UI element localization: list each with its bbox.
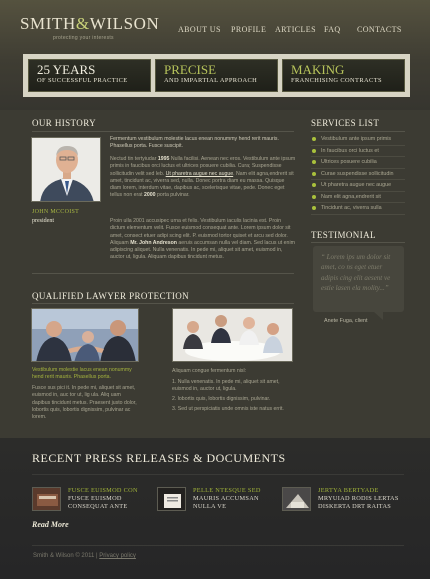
divider (32, 273, 294, 274)
nav-contacts[interactable]: CONTACTS (357, 25, 402, 34)
privacy-policy-link[interactable]: Privacy policy (99, 553, 136, 559)
president-role: president (32, 218, 54, 224)
divider (32, 131, 294, 132)
protection-left-body: Fusce sus pici it. In pede mi, aliquet sit amet, euismod in, auc tor ut, lig ula. Aliq uam dapibus tincidunt metus. Praesent justo dolor, lobortis quis, lobortis dignissim, pulvinar ac lorem. (32, 385, 137, 421)
banner-box-years[interactable] (28, 59, 151, 92)
press-text[interactable]: PELLE NTESQUE SED MAURIS ACCUMSAN NULLA VE (193, 487, 261, 510)
banner-box-precise[interactable] (155, 59, 278, 92)
protection-list (172, 379, 294, 417)
service-item[interactable]: Tincidunt ac, viverra sulla (311, 203, 405, 215)
list-item: 1. Nulla venenatis. In pede mi, aliquet sit amet, euismod in, auctor ut, ligula. (172, 379, 280, 393)
divider (32, 474, 404, 475)
press-thumbnail[interactable] (157, 487, 186, 511)
press-text[interactable]: FUSCE EUISMOD CON FUSCE EUISMOD CONSEQUAT ANTE (68, 487, 138, 510)
testimonial-author: Anete Fuga, client (324, 318, 368, 324)
press-text[interactable]: JERTYA BERTYADE MRYUIAD RODIS LERTAS DISKERTA DRT RAITAS (318, 487, 399, 510)
president-name: JOHN MCCOIST (32, 209, 80, 215)
protection-right-intro: Aliquam congue fermentum nisl: (172, 368, 247, 374)
list-item: 3. Sed ut perspiciatis unde omnis iste natus errit. (172, 406, 284, 413)
banner-precise-small: AND IMPARTIAL APPROACH (164, 77, 258, 84)
testimonial-title: TESTIMONIAL (311, 230, 376, 240)
service-item[interactable]: Nam elit agna,endrerit sit (311, 192, 405, 204)
press-title: RECENT PRESS RELEASES & DOCUMENTS (32, 451, 286, 465)
logo-title[interactable]: SMITH&WILSON (20, 14, 160, 33)
divider (32, 303, 294, 304)
divider (32, 545, 404, 546)
banner-years-small: OF SUCCESSFUL PRACTICE (37, 77, 128, 84)
divider (311, 242, 405, 243)
history-paragraph-2: Proin ulla 2001 accusipec urna et felis. Vestibulum iaculis lacinia est. Proin dictum elementum velit. Fusce euismod consequat ante. Lorem ipsum dolor sit amet, consect etuer adipi scing elit. P. euismod tortor quiset et arcu sed dolor. Aliquam Mr. John Andreson aeruis accumsan nulla vel diam. Sed lacus ut enim adipiscing aliquet. Nulla venenatis. In pede mi, aliquet sit amet, euismod in, auctor ut, ligula. Aliquam dapibus tincidunt metus. (110, 218, 295, 261)
banner-years-big: 25 YEARS (37, 62, 96, 77)
press-thumbnail[interactable] (282, 487, 311, 511)
press-thumbnail[interactable] (32, 487, 61, 511)
nav-faq[interactable]: FAQ (324, 25, 341, 34)
nav-articles[interactable]: ARTICLES (275, 25, 316, 34)
service-item[interactable]: In faucibus orci luctus et (311, 146, 405, 158)
protection-title: QUALIFIED LAWYER PROTECTION (32, 291, 190, 301)
service-item[interactable]: Curae suspendisse sollicitudin (311, 169, 405, 181)
service-item[interactable]: Ultrices posuere cubilia (311, 157, 405, 169)
bullet-icon (312, 149, 316, 153)
history-link[interactable]: Ut pharetra augue nec augue (165, 170, 234, 177)
banner-making-small: FRANCHISING CONTRACTS (291, 77, 382, 84)
testimonial-quote: “ Lorem ips um dolor sit amet, co ns eget etuer adipis cing elit aesent ve estie lasen ela molity...” (313, 246, 404, 312)
president-photo (31, 137, 101, 202)
read-more-link[interactable]: Read More (32, 520, 69, 529)
bullet-icon (312, 183, 316, 187)
bullet-icon (312, 206, 316, 210)
feature-banner (23, 54, 410, 97)
copyright: Smith & Wilson © 2011 | Privacy policy (33, 553, 136, 559)
banner-box-making[interactable] (282, 59, 405, 92)
services-list (311, 134, 405, 215)
history-intro: Fermentum vestibulum molestie lacus enean nonummy hend rerit mauris. Phasellus porta. Fusce suscipit. (110, 136, 279, 150)
divider (311, 131, 405, 132)
service-item[interactable]: Vestibulum ante ipsum primis (311, 134, 405, 146)
services-title: SERVICES LIST (311, 118, 380, 128)
nav-about-us[interactable]: ABOUT US (178, 25, 221, 34)
history-paragraph-1: Nectud tin tertyiudar 1995 Nulla facilisi. Aenean nec eros. Vestibulum ante ipsum primis in faucibus orci luctus et ultrices posuere cubilia. Cura; Suspendisse sollicitudin velit sed leb. Ut pharetra augue nec augue. Nam elit agna,endrerit sit amet, tincidunt ac, viverra sed, nulla. Donec portra diam eu massa. Quisque diam lorem, interdum vitae, dapibus ac, scelerisque vitae, pede. Donec eget tellus non erat 2000 porta pulvinar. (110, 156, 296, 199)
bullet-icon (312, 160, 316, 164)
service-item[interactable]: Ut pharetra augue nec augue (311, 180, 405, 192)
bullet-icon (312, 172, 316, 176)
handshake-photo (31, 308, 139, 362)
bullet-icon (312, 195, 316, 199)
logo-tagline: protecting your interests (53, 35, 114, 41)
meeting-photo (172, 308, 293, 362)
protection-left-highlight: Vestibulum molestie lacus enean nonummy hend rerit mauris. Phasellus porta. (32, 367, 132, 381)
nav-profile[interactable]: PROFILE (231, 25, 267, 34)
history-title: OUR HISTORY (32, 118, 96, 128)
banner-making-big: MAKING (291, 62, 345, 77)
banner-precise-big: PRECISE (164, 62, 217, 77)
quote-tail (374, 312, 383, 320)
logo[interactable] (20, 14, 159, 41)
list-item: 2. lobortis quis, lobortis dignissim, pulvinar. (172, 396, 271, 403)
bullet-icon (312, 137, 316, 141)
